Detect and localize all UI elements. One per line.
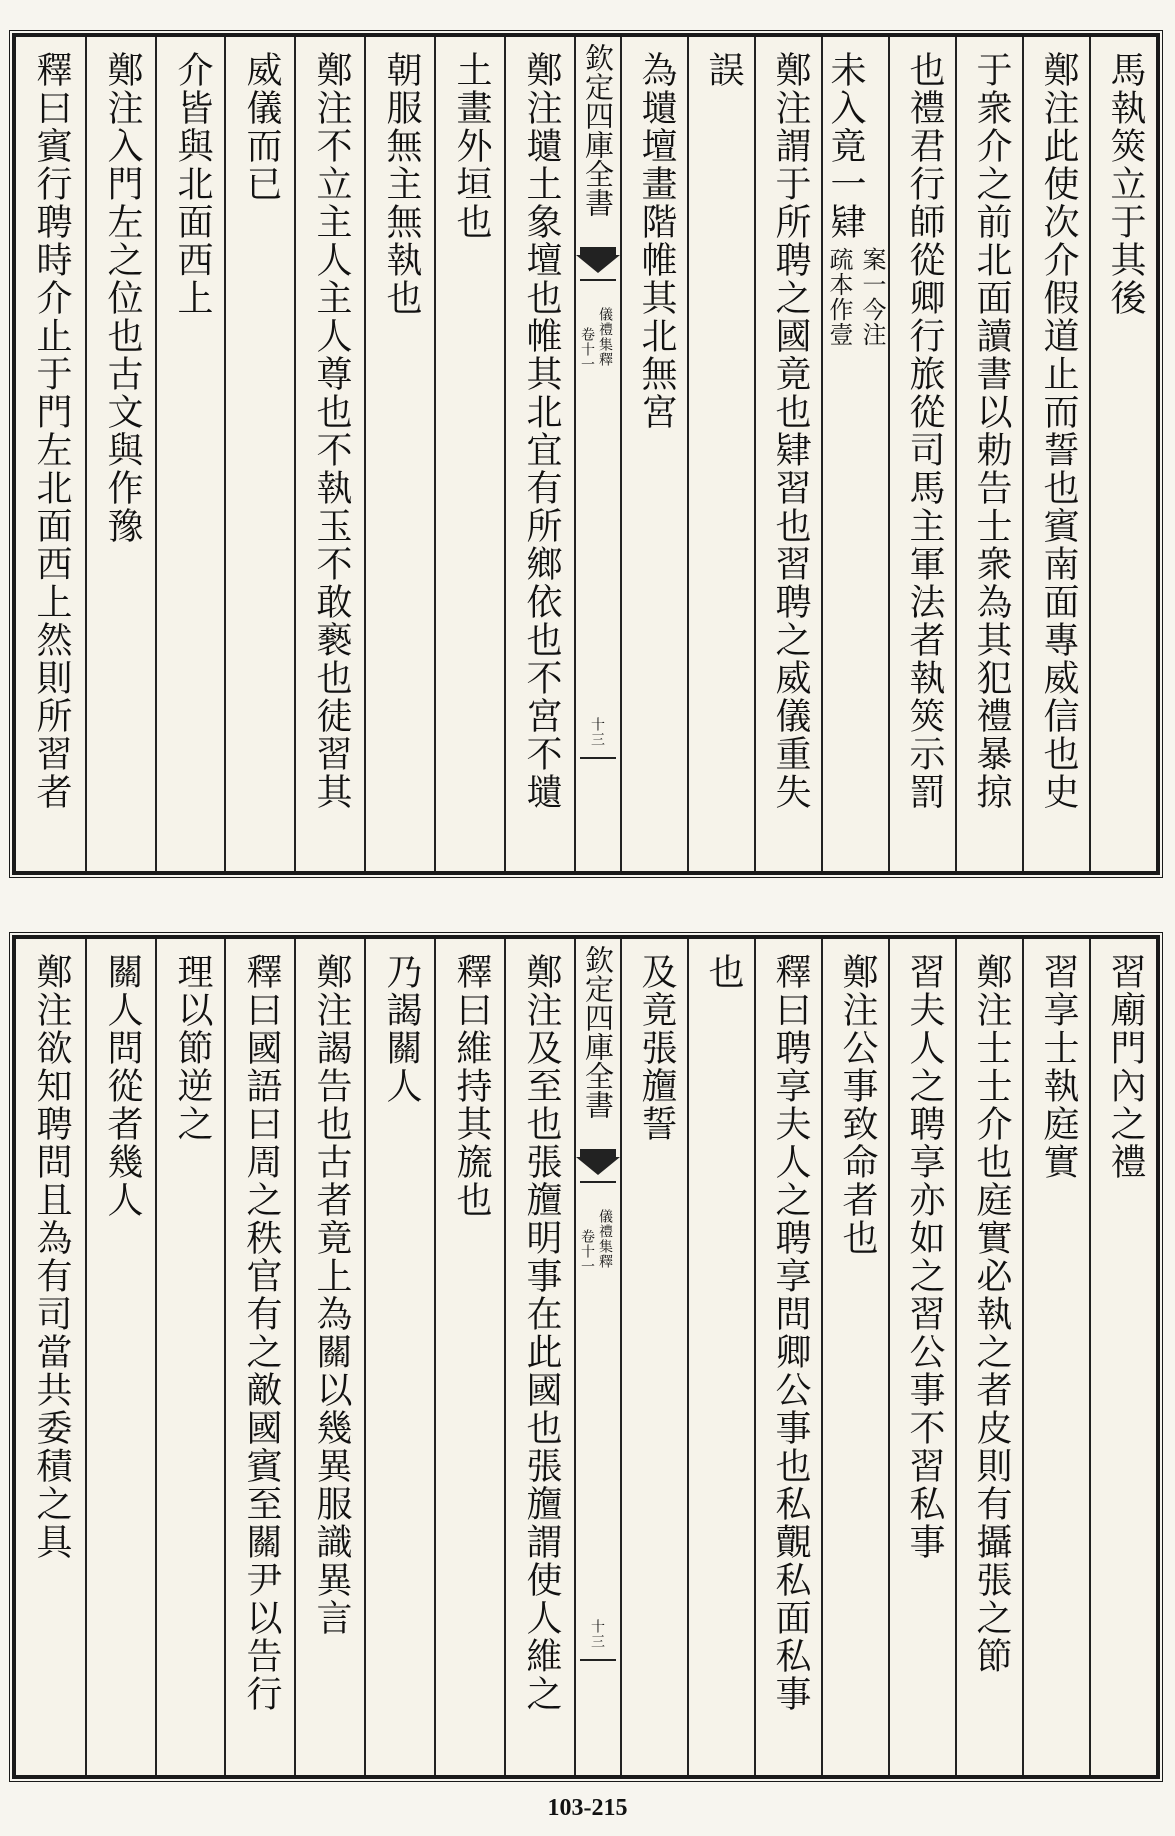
column-text: 威儀而已 (241, 51, 282, 203)
text-column (504, 37, 574, 871)
column-text: 釋曰維持其旒也 (451, 953, 492, 1219)
page-number: 十三 (589, 717, 605, 747)
text-column (687, 939, 754, 1775)
column-text: 鄭注及至也張旜明事在此國也張旜謂使人維之 (521, 953, 562, 1713)
text-column (955, 37, 1022, 871)
text-column (16, 939, 85, 1775)
text-column (1022, 37, 1089, 871)
volume-label: 卷十一 (579, 327, 595, 372)
text-column (224, 939, 294, 1775)
text-column (754, 939, 821, 1775)
column-text: 釋曰聘享夫人之聘享問卿公事也私覿私面私事 (770, 953, 811, 1713)
fishtail-ornament (580, 247, 616, 281)
page-footer-number: 103-215 (547, 1795, 628, 1821)
text-column (1022, 939, 1089, 1775)
text-column (888, 37, 955, 871)
column-text: 鄭注欲知聘問且為有司當共委積之具 (31, 953, 72, 1561)
column-text: 于衆介之前北面讀書以勅告士衆為其犯禮暴掠 (971, 51, 1012, 811)
text-column (434, 939, 504, 1775)
book-title: 欽定四庫全書 (581, 43, 615, 217)
text-column (16, 37, 85, 871)
text-column (364, 939, 434, 1775)
column-text: 鄭注士士介也庭實必執之者皮則有攝張之節 (971, 953, 1012, 1675)
text-column (85, 37, 155, 871)
text-column (620, 939, 687, 1775)
interlinear-note: 案一今注 (858, 247, 886, 347)
column-text: 鄭注此使次介假道止而誓也賓南面專威信也史 (1038, 51, 1079, 811)
text-column (687, 37, 754, 871)
column-text: 鄭注謁告也古者竟上為關以幾異服識異言 (311, 953, 352, 1637)
column-text: 鄭注謂于所聘之國竟也肄習也習聘之威儀重失 (770, 51, 811, 811)
column-text: 也 (703, 953, 744, 991)
text-column (1089, 939, 1156, 1775)
margin-rule (580, 1659, 616, 1661)
column-text: 鄭注不立主人主人尊也不執玉不敢褻也徒習其 (311, 51, 352, 811)
page-number: 十三 (589, 1619, 605, 1649)
text-column (155, 37, 224, 871)
text-column (294, 939, 364, 1775)
column-text: 鄭注壝土象壇也帷其北宜有所鄉依也不宮不壝 (521, 51, 562, 811)
text-column (85, 939, 155, 1775)
column-text: 釋曰賓行聘時介止于門左北面西上然則所習者 (31, 51, 72, 811)
column-text: 土畫外垣也 (451, 51, 492, 241)
text-column (1089, 37, 1156, 871)
section-title: 儀禮集釋 (597, 1209, 613, 1269)
column-text: 鄭注公事致命者也 (837, 953, 878, 1257)
fishtail-ornament (580, 1149, 616, 1183)
text-column (364, 37, 434, 871)
text-column (821, 37, 888, 871)
column-text: 介皆與北面西上 (172, 51, 213, 317)
column-text: 習享士執庭實 (1038, 953, 1079, 1181)
text-column (620, 37, 687, 871)
margin-rule (580, 757, 616, 759)
center-margin-column (574, 939, 620, 1775)
column-text: 釋曰國語曰周之秩官有之敵國賓至關尹以告行 (241, 953, 282, 1713)
text-column (821, 939, 888, 1775)
volume-label: 卷十一 (579, 1229, 595, 1274)
column-text: 馬執筴立于其後 (1105, 51, 1146, 317)
column-text: 理以節逆之 (172, 953, 213, 1143)
column-text: 朝服無主無執也 (381, 51, 422, 317)
column-text: 乃謁關人 (381, 953, 422, 1105)
column-text: 為壝壇畫階帷其北無宮 (636, 51, 677, 431)
text-column (155, 939, 224, 1775)
text-column (504, 939, 574, 1775)
upper-page (12, 33, 1160, 875)
column-text: 鄭注入門左之位也古文與作豫 (102, 51, 143, 545)
lower-page (12, 935, 1160, 1779)
section-title: 儀禮集釋 (597, 307, 613, 367)
column-text: 習廟門內之禮 (1105, 953, 1146, 1181)
text-column (294, 37, 364, 871)
column-text: 也禮君行師從卿行旅從司馬主軍法者執筴示罰 (904, 51, 945, 811)
column-text: 習夫人之聘享亦如之習公事不習私事 (904, 953, 945, 1561)
text-column (434, 37, 504, 871)
text-column (754, 37, 821, 871)
text-column (955, 939, 1022, 1775)
column-text: 及竟張旜誓 (636, 953, 677, 1143)
column-text: 關人問從者幾人 (102, 953, 143, 1219)
center-margin-column (574, 37, 620, 871)
text-column (224, 37, 294, 871)
book-title: 欽定四庫全書 (581, 945, 615, 1119)
column-text: 誤 (703, 51, 744, 89)
column-text: 未入竟一肄 (825, 51, 866, 241)
interlinear-note: 疏本作壹 (825, 247, 853, 347)
text-column (888, 939, 955, 1775)
